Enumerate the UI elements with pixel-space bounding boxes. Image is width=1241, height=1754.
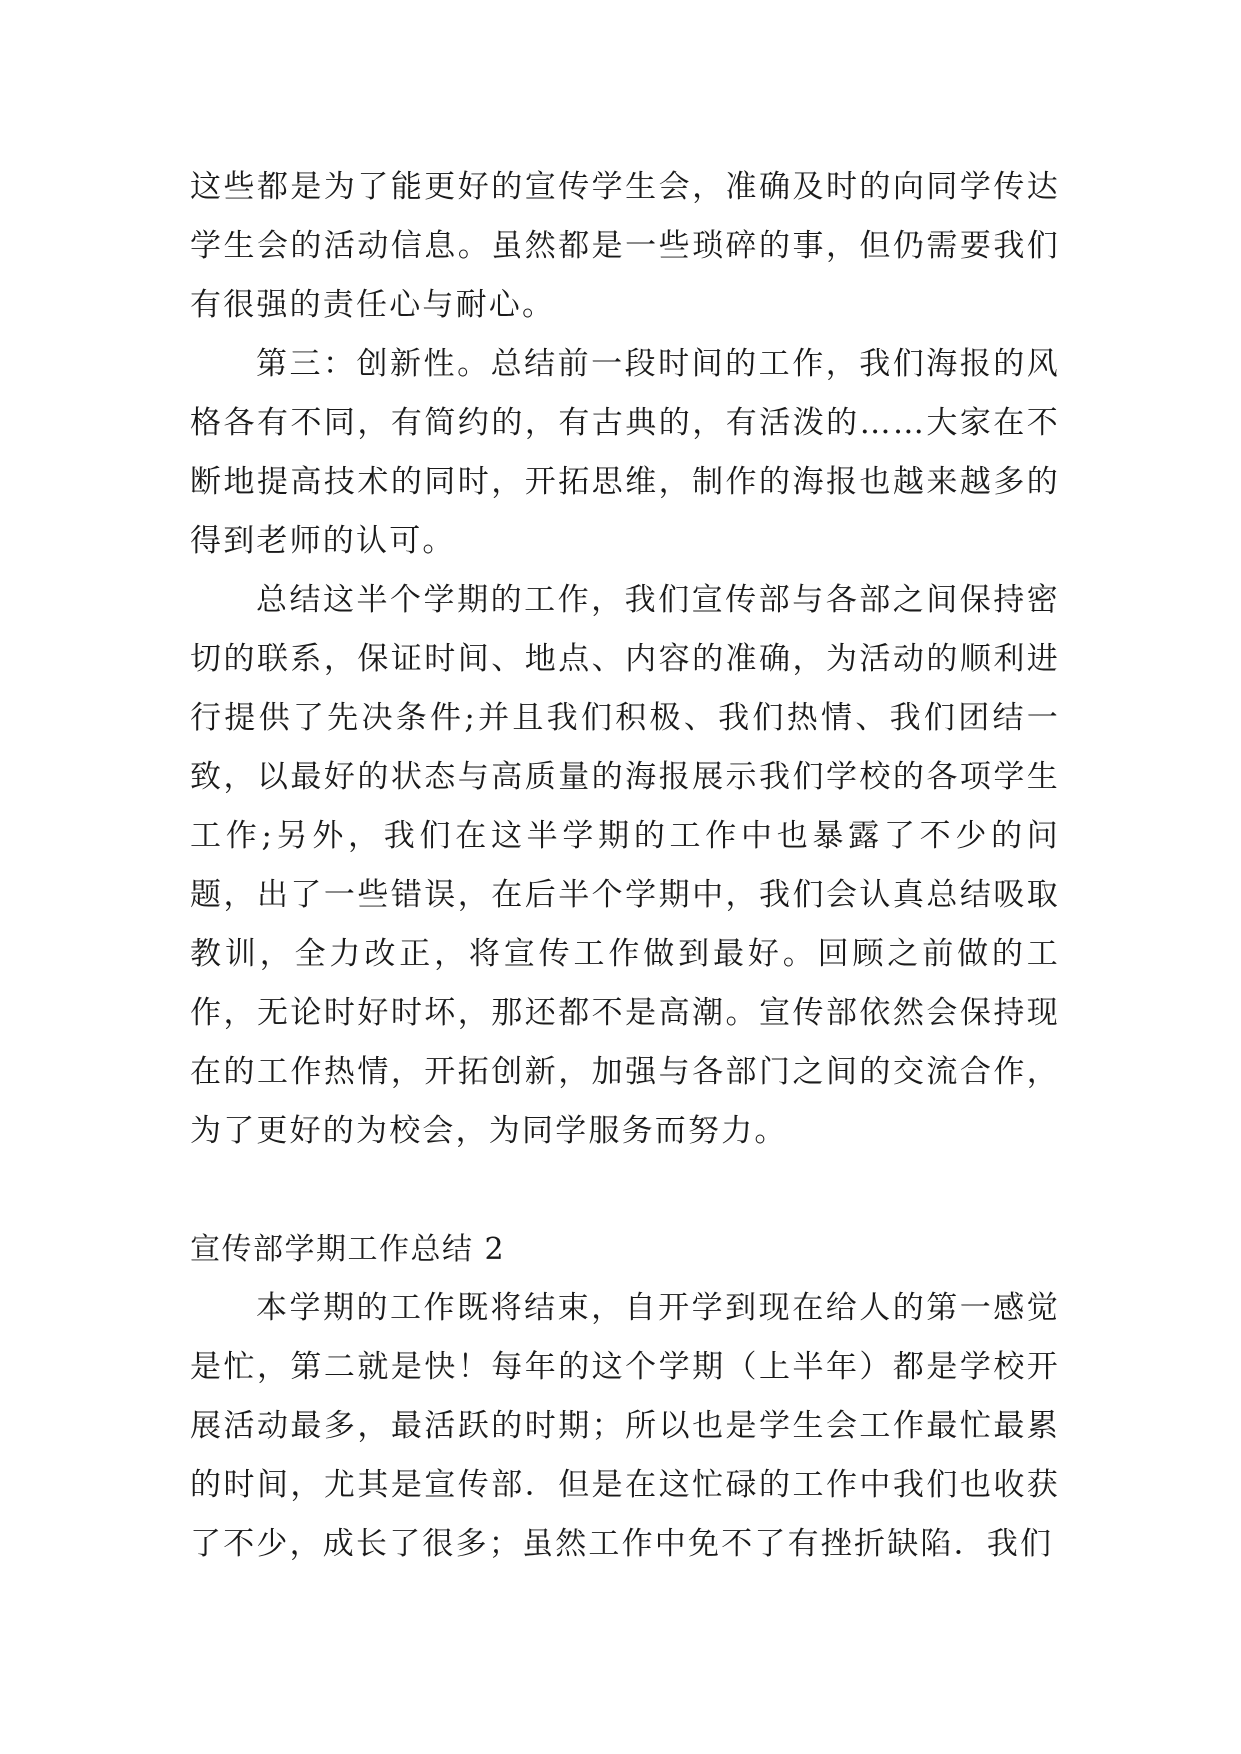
paragraph-semester-summary: 总结这半个学期的工作，我们宣传部与各部之间保持密切的联系，保证时间、地点、内容的准确，为活动的顺利进行提供了先决条件;并且我们积极、我们热情、我们团结一致，以最好的状态与高质量的海报展示我们学校的各项学生工作;另外，我们在这半学期的工作中也暴露了不少的问题，出了一些错误，在后半个学期中，我们会认真总结吸取教训，全力改正，将宣传工作做到最好。回顾之前做的工作，无论时好时坏，那还都不是高潮。宣传部依然会保持现在的工作热情，开拓创新，加强与各部门之间的交流合作，为了更好的为校会，为同学服务而努力。 xyxy=(190,582,1060,1149)
paragraph-section-intro: 本学期的工作既将结束，自开学到现在给人的第一感觉是忙，第二就是快！每年的这个学期（上半年）都是学校开展活动最多，最活跃的时期；所以也是学生会工作最忙最累的时间，尤其是宣传部．但是在这忙碌的工作中我们也收获了不少，成长了很多；虽然工作中免不了有挫折缺陷．我们 xyxy=(190,1290,1060,1562)
paragraph-innovation: 第三：创新性。总结前一段时间的工作，我们海报的风格各有不同，有简约的，有古典的，有活泼的……大家在不断地提高技术的同时，开拓思维，制作的海报也越来越多的得到老师的认可。 xyxy=(190,346,1060,559)
paragraph-responsibility: 这些都是为了能更好的宣传学生会，准确及时的向同学传达学生会的活动信息。虽然都是一些琐碎的事，但仍需要我们有很强的责任心与耐心。 xyxy=(190,169,1060,323)
section-title: 宣传部学期工作总结 2 xyxy=(190,1232,506,1267)
document-body xyxy=(190,158,1060,1574)
